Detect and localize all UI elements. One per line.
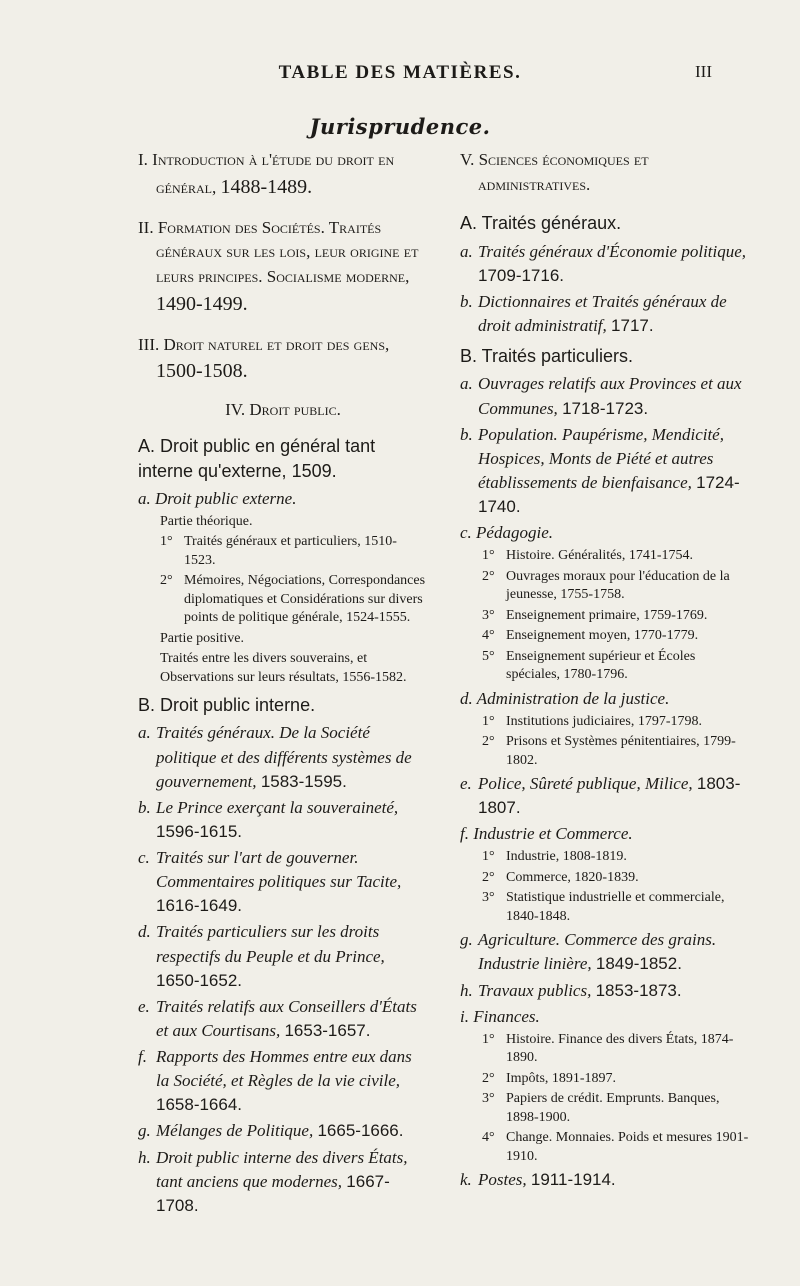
division-number: II. — [138, 217, 154, 237]
note-item — [160, 572, 428, 627]
note-item — [482, 648, 750, 685]
subsection-b-heading: B. Traités particuliers. — [460, 346, 634, 367]
note-text: Industrie, 1808-1819. — [506, 849, 627, 865]
item-d-justice: d. Administration de la justice. — [460, 688, 670, 708]
item-text: Rapports des Hommes entre eux dans la Société, et Règles de la vie civile, — [156, 1047, 412, 1091]
division-v — [460, 148, 750, 197]
note-item — [482, 607, 750, 625]
left-column — [138, 148, 428, 1220]
note-text: Prisons et Systèmes pénitentiaires, 1799-1802. — [506, 734, 736, 768]
division-years: 1500-1508. — [156, 360, 248, 383]
item-text: Ouvrages relatifs aux Provinces et aux Communes, — [478, 374, 742, 418]
item-years: 1724-1740. — [478, 472, 740, 516]
item-years: 1718-1723. — [562, 398, 649, 418]
subsection-a-heading — [138, 434, 428, 483]
note-text: Institutions judiciaires, 1797-1798. — [506, 713, 702, 729]
item-years: 1616-1649. — [156, 896, 243, 916]
item-letter: h. — [138, 1147, 151, 1167]
division-number: III. — [138, 334, 160, 354]
item-text: Traités sur l'art de gouverner. Commentaires politiques sur Tacite, — [156, 848, 402, 892]
note-number: 1° — [482, 849, 495, 865]
note-number: 4° — [482, 628, 495, 644]
item-letter: c. — [138, 848, 150, 868]
division-iii — [138, 333, 428, 387]
item-letter: f. — [138, 1047, 147, 1067]
list-item — [460, 372, 750, 420]
list-item — [138, 796, 428, 844]
note-item — [482, 1070, 750, 1088]
item-years: 1658-1664. — [156, 1095, 243, 1115]
note-text: Traités généraux et particuliers, 1510-1523. — [184, 534, 397, 568]
list-item — [138, 920, 428, 992]
note-text: Histoire. Finance des divers États, 1874-1890. — [506, 1031, 734, 1066]
list-item — [460, 290, 750, 338]
note-text: Impôts, 1891-1897. — [506, 1070, 617, 1086]
list-item — [460, 423, 750, 520]
item-text: Population. Paupérisme, Mendicité, Hospices, Monts de Piété et autres établissements de bienfaisance, — [478, 424, 724, 492]
division-years: 1490-1499. — [156, 292, 248, 315]
positive-text: Traités entre les divers souverains, et Observations sur leurs résultats, 1556-1582. — [160, 651, 407, 685]
item-years: 1650-1652. — [156, 970, 243, 990]
division-iv-heading: IV. Droit public. — [225, 400, 341, 420]
list-item — [460, 928, 750, 976]
item-years: 1596-1615. — [156, 821, 243, 841]
section-title: Jurisprudence. — [309, 114, 491, 139]
division-text: Introduction à l'étude du droit en général, — [152, 150, 395, 197]
item-letter: d. — [138, 922, 151, 942]
list-item — [460, 1168, 750, 1192]
running-title: TABLE DES MATIÈRES. — [278, 62, 522, 83]
note-item — [482, 627, 750, 645]
division-text: Droit naturel et droit des gens, — [163, 334, 390, 354]
item-text: Traités généraux. De la Société politique et des différents systèmes de gouvernement, — [156, 723, 412, 791]
list-item — [138, 721, 428, 793]
item-letter: b. — [460, 424, 473, 444]
item-letter: h. — [460, 980, 473, 1000]
division-number: V. — [460, 150, 475, 169]
note-item — [482, 713, 750, 731]
note-text: Mémoires, Négociations, Correspondances diplomatiques et Considérations sur divers points de politique générale, 1524-1555. — [184, 573, 426, 626]
division-i — [138, 148, 428, 202]
note-number: 5° — [482, 648, 495, 664]
note-text: Ouvrages moraux pour l'éducation de la jeunesse, 1755-1758. — [506, 568, 730, 603]
subsection-label: A. Droit public en général tant interne qu'externe, — [138, 436, 376, 481]
item-text: Traités généraux d'Économie politique, — [478, 241, 747, 261]
partie-theorique: Partie théorique. — [160, 513, 253, 529]
note-number: 1° — [482, 713, 495, 729]
item-letter: k. — [460, 1170, 472, 1190]
note-item — [160, 533, 428, 570]
note-number: 2° — [482, 1070, 495, 1086]
item-years: 1665-1666. — [317, 1121, 404, 1141]
note-item — [482, 733, 750, 770]
item-letter: a. — [460, 374, 473, 394]
list-item — [138, 1146, 428, 1218]
note-number: 2° — [160, 573, 173, 589]
division-years: 1488-1489. — [220, 175, 313, 198]
note-item — [482, 547, 750, 565]
subsection-years: 1509. — [291, 460, 337, 481]
list-item — [138, 1045, 428, 1117]
item-years: 1709-1716. — [478, 265, 565, 285]
item-years: 1583-1595. — [260, 771, 347, 791]
item-a-external: a. Droit public externe. — [138, 488, 297, 508]
note-item — [482, 848, 750, 866]
note-number: 3° — [482, 607, 495, 623]
item-years: 1717. — [611, 315, 654, 335]
note-item — [482, 568, 750, 605]
item-text: Traités relatifs aux Conseillers d'États et aux Courtisans, — [156, 996, 417, 1040]
list-item — [138, 995, 428, 1043]
item-text: Police, Sûreté publique, Milice, — [478, 774, 693, 794]
note-item — [482, 1031, 750, 1068]
subsection-a-heading: A. Traités généraux. — [460, 213, 622, 234]
note-text: Enseignement supérieur et Écoles spéciales, 1780-1796. — [506, 648, 696, 683]
note-number: 1° — [160, 534, 173, 550]
item-letter: g. — [460, 930, 473, 950]
note-number: 2° — [482, 869, 495, 885]
note-item — [482, 1129, 750, 1166]
note-number: 3° — [482, 1091, 495, 1107]
item-text: Travaux publics, — [478, 980, 592, 1000]
note-number: 2° — [482, 568, 495, 584]
item-letter: g. — [138, 1121, 151, 1141]
note-text: Enseignement primaire, 1759-1769. — [506, 607, 708, 623]
list-item — [138, 1119, 428, 1143]
item-years: 1849-1852. — [595, 954, 682, 974]
note-text: Histoire. Généralités, 1741-1754. — [506, 548, 694, 564]
item-years: 1911-1914. — [530, 1170, 616, 1190]
item-text: Agriculture. Commerce des grains. Industrie linière, — [478, 930, 717, 974]
note-number: 2° — [482, 734, 495, 750]
item-letter: a. — [460, 241, 473, 261]
partie-positive: Partie positive. — [160, 630, 244, 646]
note-text: Enseignement moyen, 1770-1779. — [506, 628, 699, 644]
note-text: Commerce, 1820-1839. — [506, 869, 639, 885]
note-item — [482, 889, 750, 926]
item-years: 1853-1873. — [595, 980, 682, 1000]
item-text: Postes, — [478, 1170, 527, 1190]
item-letter: b. — [138, 797, 151, 817]
note-text: Change. Monnaies. Poids et mesures 1901-1910. — [506, 1130, 749, 1164]
subsection-b-heading: B. Droit public interne. — [138, 695, 316, 716]
item-letter: a. — [138, 723, 151, 743]
running-header — [0, 62, 800, 86]
note-number: 1° — [482, 548, 495, 564]
note-number: 4° — [482, 1130, 495, 1146]
division-ii — [138, 216, 428, 319]
item-years: 1803-1807. — [478, 774, 741, 818]
item-letter: b. — [460, 291, 473, 311]
item-text: Traités particuliers sur les droits respectifs du Peuple et du Prince, — [156, 922, 385, 966]
note-item — [482, 869, 750, 887]
item-text: Le Prince exerçant la souveraineté, — [156, 797, 399, 817]
item-i-finances: i. Finances. — [460, 1006, 540, 1026]
division-text: Formation des Sociétés. Traités généraux sur les lois, leur origine et leurs principes. Socialisme moderne, — [156, 217, 419, 286]
list-item — [460, 979, 750, 1003]
division-number: I. — [138, 150, 148, 169]
item-letter: e. — [460, 774, 472, 794]
right-column — [460, 148, 750, 1194]
note-item — [482, 1090, 750, 1127]
item-text: Mélanges de Politique, — [156, 1121, 314, 1141]
list-item — [460, 772, 750, 820]
division-text: Sciences économiques et administratives. — [478, 150, 649, 194]
note-text: Papiers de crédit. Emprunts. Banques, 1898-1900. — [506, 1091, 720, 1125]
item-years: 1667-1708. — [156, 1171, 390, 1215]
item-years: 1653-1657. — [284, 1020, 371, 1040]
item-letter: e. — [138, 996, 150, 1016]
list-item — [138, 846, 428, 918]
list-item — [460, 240, 750, 288]
item-text: Droit public interne des divers États, tant anciens que modernes, — [156, 1147, 408, 1191]
note-number: 3° — [482, 890, 495, 906]
item-text: Dictionnaires et Traités généraux de droit administratif, — [478, 291, 727, 335]
item-c-pedagogie: c. Pédagogie. — [460, 523, 553, 543]
note-text: Statistique industrielle et commerciale, 1840-1848. — [506, 890, 725, 924]
item-f-industrie: f. Industrie et Commerce. — [460, 824, 633, 844]
note-number: 1° — [482, 1031, 495, 1047]
page-number: III — [695, 62, 712, 81]
